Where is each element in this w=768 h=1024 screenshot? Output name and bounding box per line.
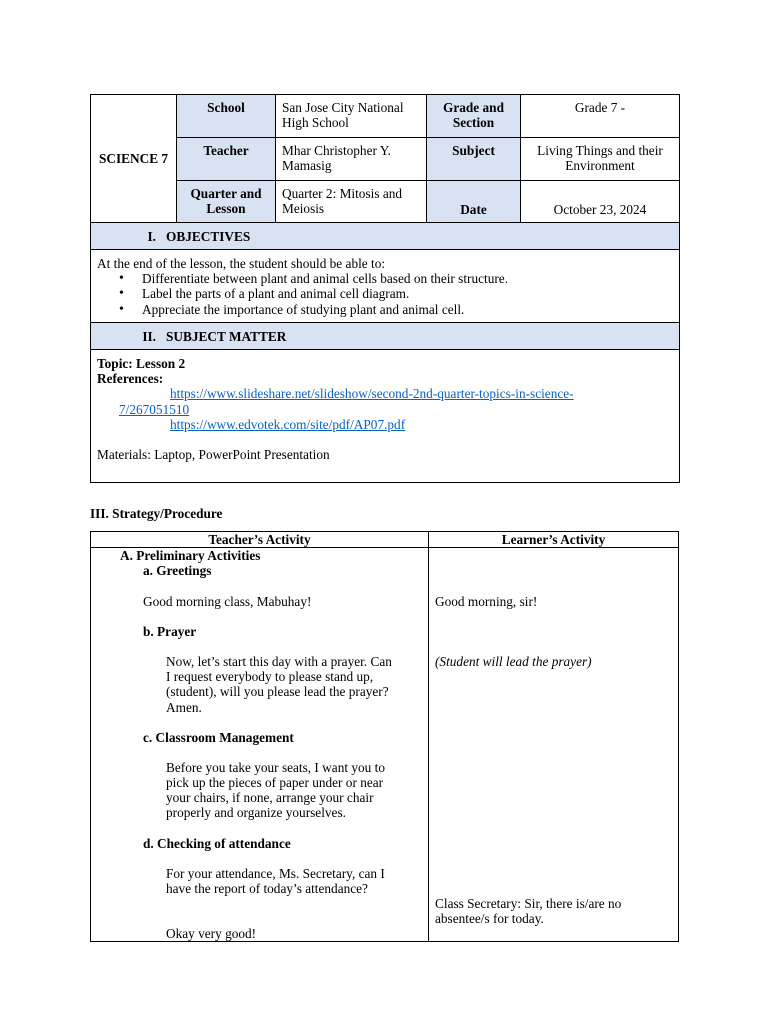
- prayer-teacher-line: (student), will you please lead the prayer?: [166, 684, 389, 700]
- prayer-learner-text: (Student will lead the prayer): [435, 654, 592, 670]
- classroom-teacher-line: Before you take your seats, I want you to: [166, 760, 385, 776]
- objectives-body: [91, 250, 680, 323]
- references-label: References:: [97, 371, 164, 387]
- closing-teacher-text: Okay very good!: [166, 926, 257, 942]
- school-value: San Jose City National High School: [276, 95, 427, 138]
- subject-code: SCIENCE 7: [91, 95, 177, 223]
- subject-matter-heading: [91, 323, 680, 350]
- classroom-teacher-line: properly and organize yourselves.: [166, 805, 346, 821]
- attendance-teacher-line: have the report of today’s attendance?: [166, 881, 368, 897]
- quarter-label: Quarter and Lesson: [177, 181, 276, 223]
- preliminary-activities-heading: A. Preliminary Activities: [120, 548, 261, 564]
- subject-matter-title: SUBJECT MATTER: [166, 329, 287, 344]
- date-value: October 23, 2024: [521, 181, 680, 223]
- objectives-list: [97, 271, 673, 317]
- date-label: Date: [427, 181, 521, 223]
- attendance-learner-line: absentee/s for today.: [435, 911, 544, 927]
- objectives-number: I.: [147, 229, 156, 244]
- objective-item: • Appreciate the importance of studying plant and animal cell.: [97, 302, 673, 317]
- strategy-title: III. Strategy/Procedure: [90, 506, 223, 521]
- objective-item: • Label the parts of a plant and animal cell diagram.: [97, 286, 673, 301]
- greetings-heading: a. Greetings: [143, 563, 212, 579]
- teacher-activity-header: Teacher’s Activity: [91, 532, 429, 548]
- attendance-teacher-line: For your attendance, Ms. Secretary, can I: [166, 866, 385, 882]
- attendance-heading: d. Checking of attendance: [143, 836, 291, 852]
- subject-matter-body: [91, 350, 680, 483]
- learner-activity-header: Learner’s Activity: [429, 532, 679, 548]
- quarter-value: Quarter 2: Mitosis and Meiosis: [276, 181, 427, 223]
- teacher-value: Mhar Christopher Y. Mamasig: [276, 138, 427, 181]
- classroom-teacher-line: your chairs, if none, arrange your chair: [166, 790, 374, 806]
- objectives-title: OBJECTIVES: [166, 229, 251, 244]
- classroom-management-heading: c. Classroom Management: [143, 730, 294, 746]
- subject-label: Subject: [427, 138, 521, 181]
- subject-value: Living Things and their Environment: [521, 138, 680, 181]
- topic: Topic: Lesson 2: [97, 356, 186, 371]
- subject-matter-number: II.: [142, 329, 156, 344]
- objectives-heading: [91, 223, 680, 250]
- objectives-intro: At the end of the lesson, the student should be able to:: [97, 256, 386, 271]
- procedure-table: [90, 531, 679, 942]
- learner-activity-column: [429, 548, 679, 942]
- greetings-teacher-text: Good morning class, Mabuhay!: [143, 594, 312, 610]
- prayer-teacher-line: Now, let’s start this day with a prayer. Can: [166, 654, 392, 670]
- lesson-plan-header-table: [90, 94, 680, 483]
- reference-link-1-cont[interactable]: 7/267051510: [119, 401, 190, 417]
- materials: Materials: Laptop, PowerPoint Presentation: [97, 447, 330, 463]
- prayer-teacher-line: I request everybody to please stand up,: [166, 669, 374, 685]
- greetings-learner-text: Good morning, sir!: [435, 594, 538, 610]
- teacher-label: Teacher: [177, 138, 276, 181]
- objective-item: • Differentiate between plant and animal cells based on their structure.: [97, 271, 673, 286]
- grade-label: Grade and Section: [427, 95, 521, 138]
- attendance-learner-line: Class Secretary: Sir, there is/are no: [435, 896, 622, 912]
- school-label: School: [177, 95, 276, 138]
- prayer-heading: b. Prayer: [143, 624, 197, 640]
- classroom-teacher-line: pick up the pieces of paper under or near: [166, 775, 384, 791]
- reference-link-2[interactable]: https://www.edvotek.com/site/pdf/AP07.pdf: [170, 416, 406, 432]
- grade-value: Grade 7 -: [521, 95, 680, 138]
- prayer-teacher-line: Amen.: [166, 700, 202, 716]
- reference-link-1[interactable]: https://www.slideshare.net/slideshow/second-2nd-quarter-topics-in-science-: [170, 386, 574, 402]
- teacher-activity-column: [91, 548, 429, 942]
